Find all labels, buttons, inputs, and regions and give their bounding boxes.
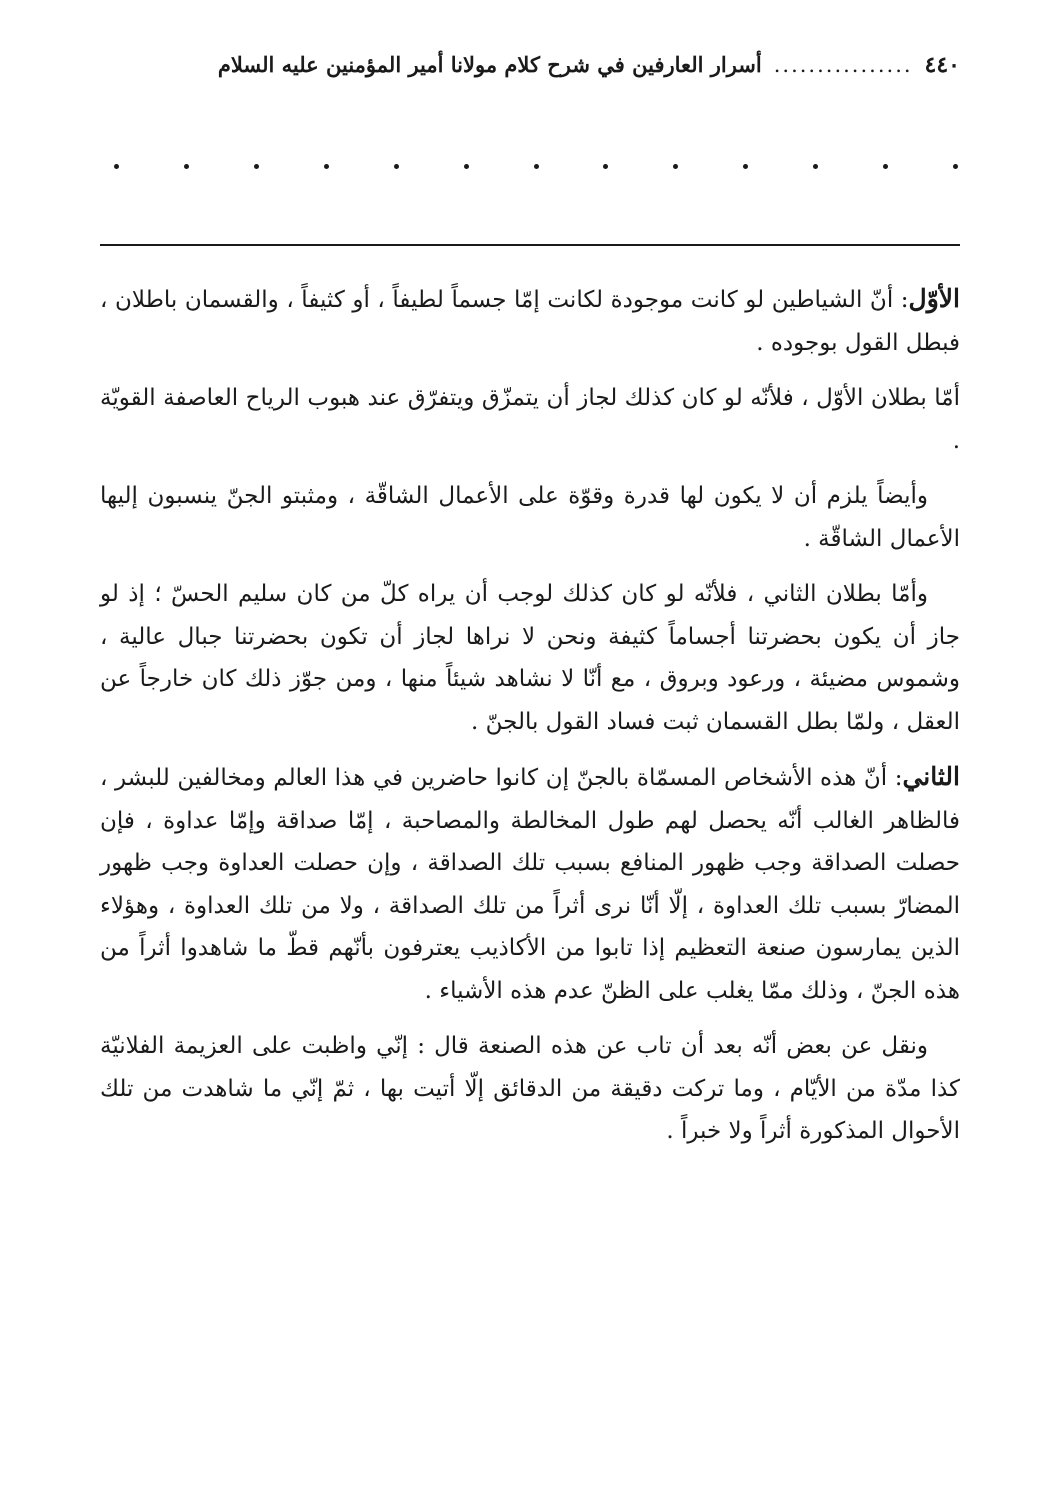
paragraph-text: وأيضاً يلزم أن لا يكون لها قدرة وقوّة على الأعمال الشاقّة ، ومثبتو الجنّ ينسبون إليها الأعمال الشاقّة . xyxy=(100,483,960,552)
omission-dot xyxy=(324,164,329,169)
paragraph-text: وأمّا بطلان الثاني ، فلأنّه لو كان كذلك لوجب أن يراه كلّ من كان سليم الحسّ ؛ إذ لو جاز أن يكون بحضرتنا أجساماً كثيفة ونحن لا نراها لجاز أن تكون بحضرتنا جبال عالية ، وشموس مضيئة ، ورعود وبروق ، مع أنّا لا نشاهد شيئاً منها ، ومن جوّز ذلك كان خارجاً عن العقل ، ولمّا بطل القسمان ثبت فساد القول بالجنّ . xyxy=(100,581,960,735)
page-number: ٤٤٠ xyxy=(924,52,960,78)
paragraph xyxy=(100,573,960,743)
omission-dot xyxy=(813,164,818,169)
body-text xyxy=(100,278,960,1153)
paragraph-text: : أنّ الشياطين لو كانت موجودة لكانت إمّا جسماً لطيفاً ، أو كثيفاً ، والقسمان باطلان ، فبطل القول بوجوده . xyxy=(100,287,960,356)
paragraph-first-argument xyxy=(100,278,960,364)
separator-rule xyxy=(100,244,960,246)
paragraph-lead: الأوّل xyxy=(908,284,960,313)
paragraph-lead: الثاني xyxy=(902,762,960,791)
paragraph xyxy=(100,475,960,560)
running-title: أسرار العارفين في شرح كلام مولانا أمير المؤمنين عليه السلام xyxy=(217,52,762,77)
running-head xyxy=(100,52,960,92)
omission-dot xyxy=(254,164,259,169)
paragraph xyxy=(100,377,960,462)
omission-dot xyxy=(464,164,469,169)
omission-dot xyxy=(184,164,189,169)
omission-dot xyxy=(743,164,748,169)
omission-dot xyxy=(953,164,958,169)
omission-dot xyxy=(603,164,608,169)
omission-dot xyxy=(394,164,399,169)
paragraph-text: : أنّ هذه الأشخاص المسمّاة بالجنّ إن كانوا حاضرين في هذا العالم ومخالفين للبشر ، فالظاهر الغالب أنّه يحصل لهم طول المخالطة والمصاحبة ، إمّا صداقة وإمّا عداوة ، فإن حصلت الصداقة وجب ظهور المنافع بسبب تلك الصداقة ، وإن حصلت العداوة وجب ظهور المضارّ بسبب تلك العداوة ، إلّا أنّا نرى أثراً من تلك الصداقة ، ولا من تلك العداوة ، وهؤلاء الذين يمارسون صنعة التعظيم إذا تابوا من الأكاذيب يعترفون بأنّهم قطّ ما شاهدوا أثراً من هذه الجنّ ، وذلك ممّا يغلب على الظنّ عدم هذه الأشياء . xyxy=(100,765,960,1004)
omission-dot xyxy=(114,164,119,169)
omission-dot xyxy=(534,164,539,169)
paragraph xyxy=(100,1025,960,1153)
paragraph-text: أمّا بطلان الأوّل ، فلأنّه لو كان كذلك لجاز أن يتمزّق ويتفرّق عند هبوب الرياح العاصفة القويّة . xyxy=(100,385,960,454)
leader-dots: ................ xyxy=(773,53,913,77)
book-page xyxy=(100,52,960,1166)
omission-dots xyxy=(100,164,960,184)
paragraph-second-argument xyxy=(100,756,960,1012)
omission-dot xyxy=(883,164,888,169)
omission-dot xyxy=(673,164,678,169)
paragraph-text: ونقل عن بعض أنّه بعد أن تاب عن هذه الصنعة قال : إنّي واظبت على العزيمة الفلانيّة كذا مدّة من الأيّام ، وما تركت دقيقة من الدقائق إلّا أتيت بها ، ثمّ إنّي ما شاهدت من تلك الأحوال المذكورة أثراً ولا خبراً . xyxy=(100,1033,960,1144)
